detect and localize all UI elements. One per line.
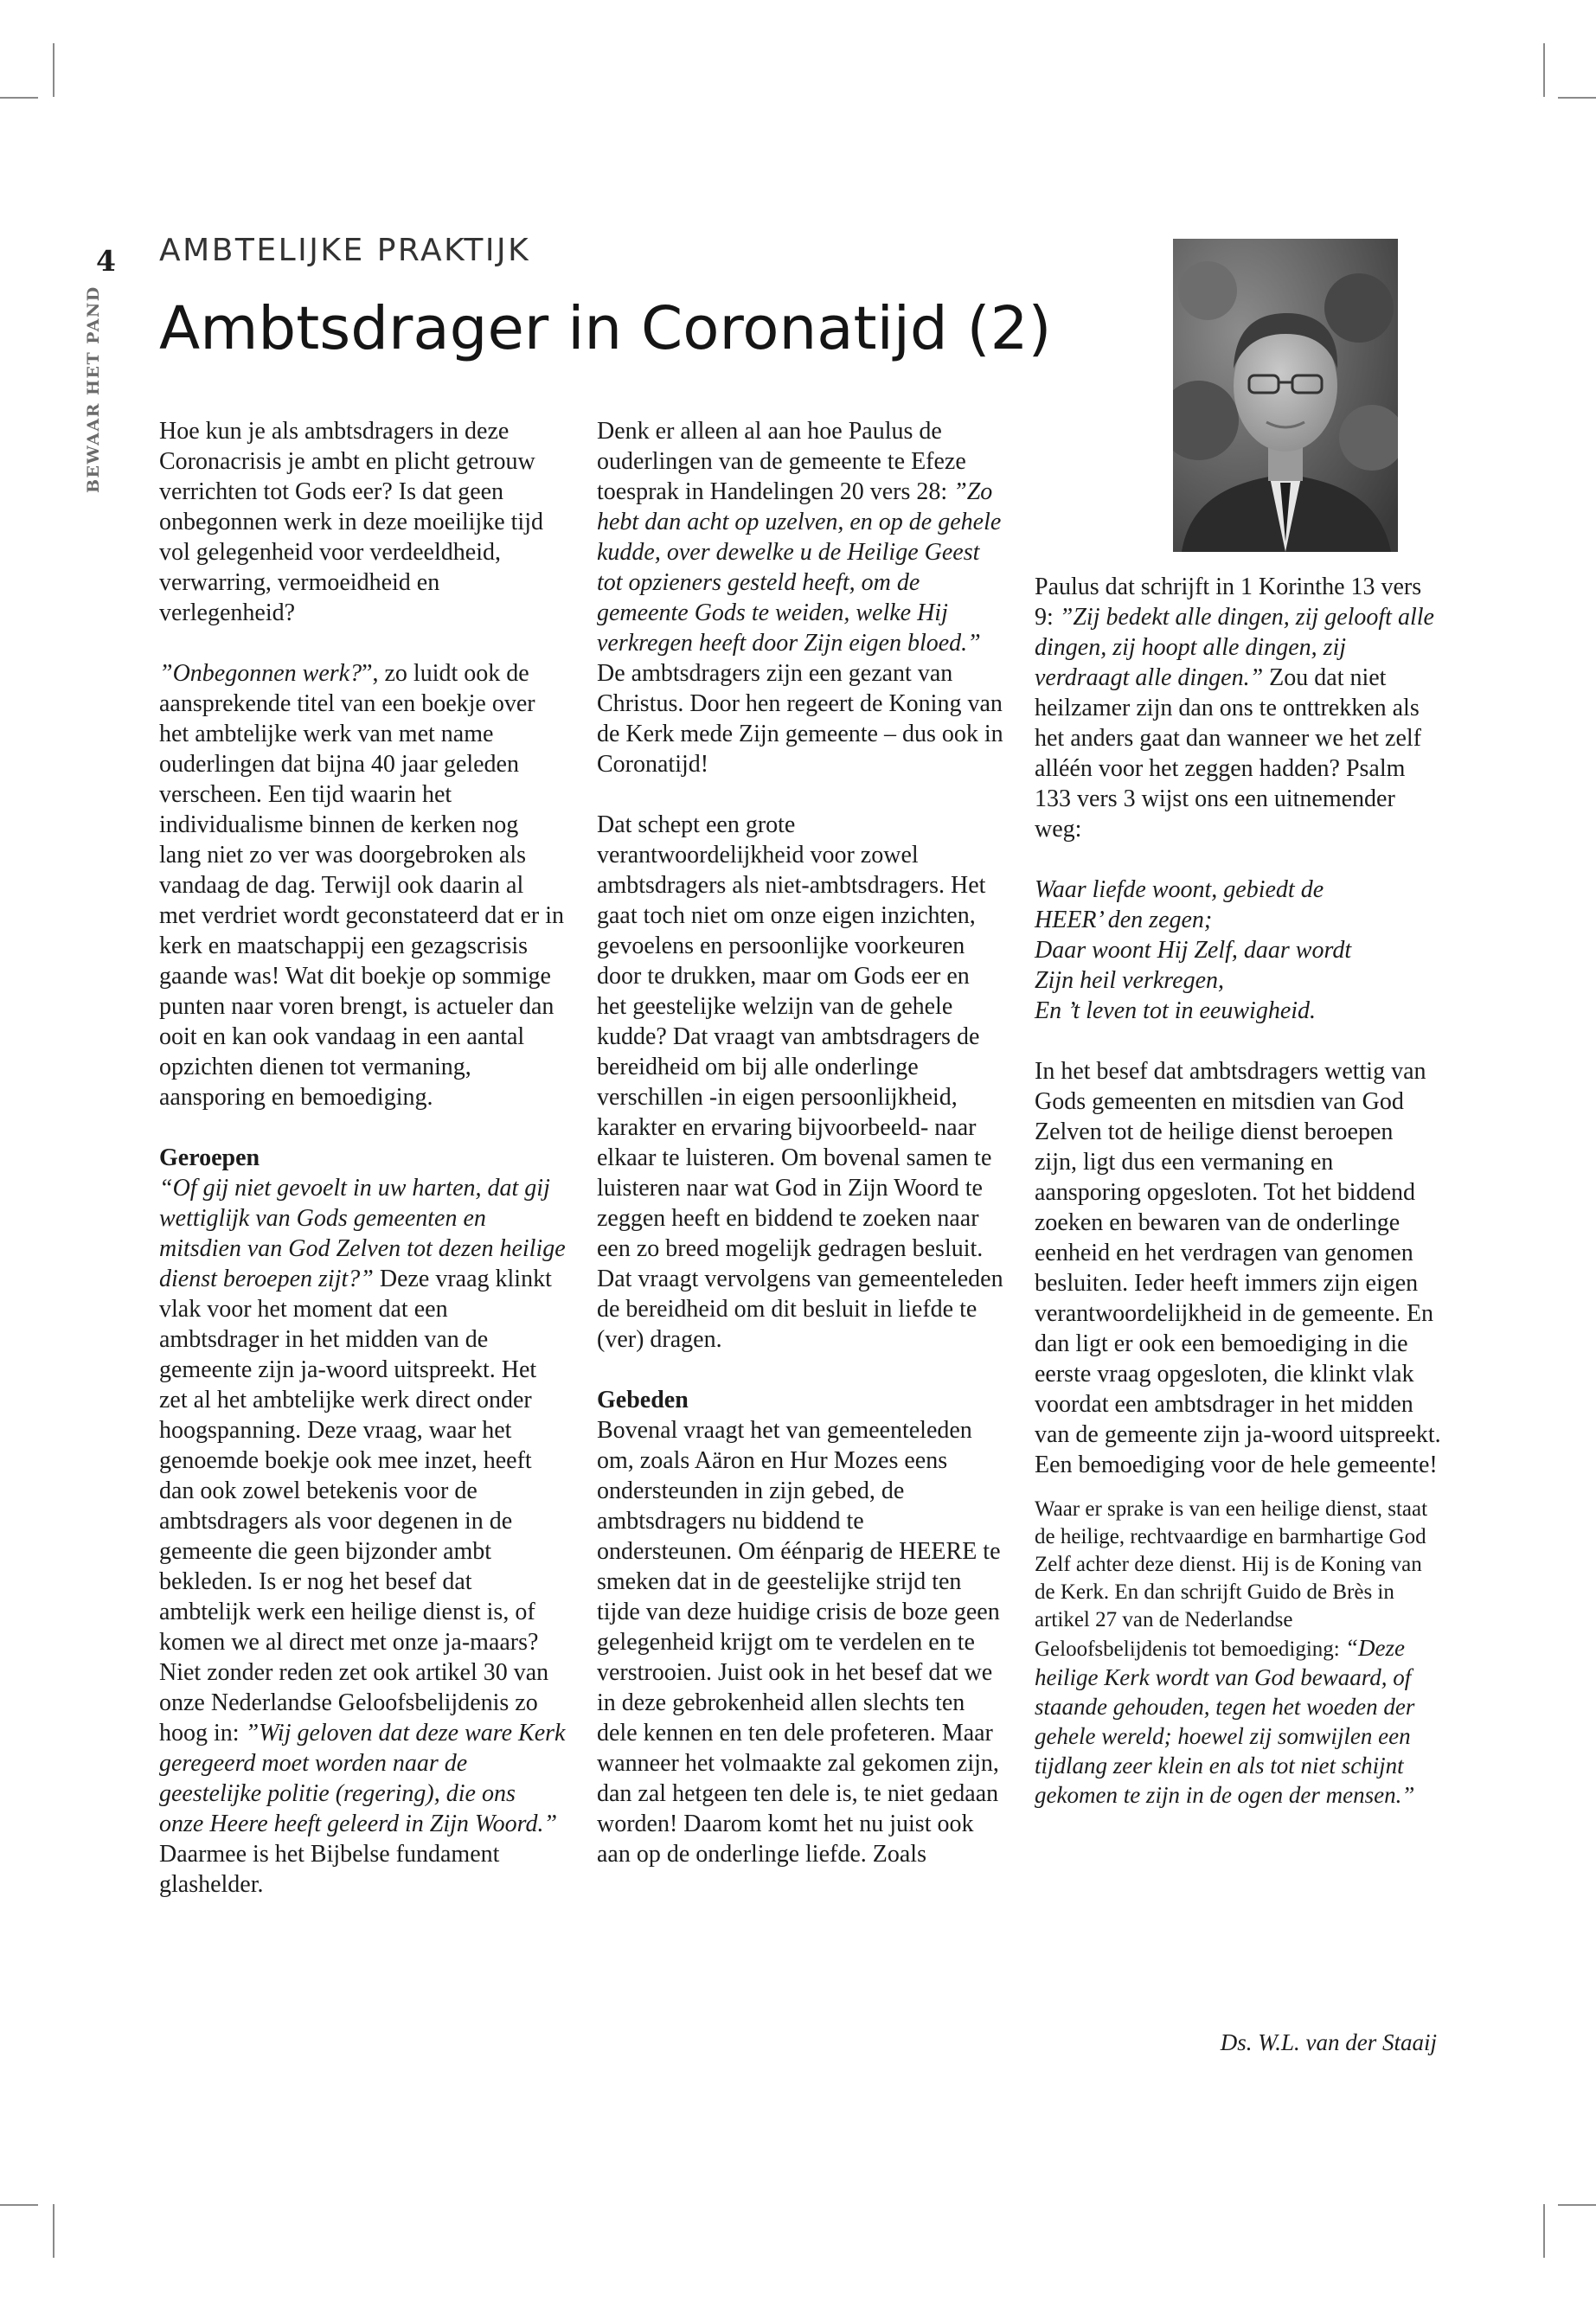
paragraph-text: Deze vraag klinkt vlak voor het moment dat een ambtsdrager in het midden van de gemeente zijn ja-woord uitspreekt. Het zet al het ambtelijke werk direct onder hoogspanning. Deze vraag, waar het genoemde boekje ook mee inzet, heeft dan ook zowel betekenis voor de ambtsdragers als voor degenen in de gemeente die geen bijzonder ambt bekleden. Is er nog het besef dat ambtelijk werk een heilige dienst is, of komen we al direct met onze ja-maars? — [159, 1266, 552, 1656]
psalm-verse — [1035, 875, 1441, 1026]
paragraph: Dat schept een grote verantwoordelijkheid voor zowel ambtsdragers als niet-ambtsdragers. Het gaat toch niet om onze eigen inzichten, gevoelens en persoonlijke voorkeuren door te drukken, maar om Gods eer en het geestelijke welzijn van de gehele kudde? Dat vraagt van ambtsdragers de bereidheid om bij alle onderlinge verschillen -in eigen persoonlijkheid, karakter en ervaring bijvoorbeeld- naar elkaar te luisteren. Om bovenal samen te luisteren naar wat God in Zijn Woord te zeggen heeft en biddend te zoeken naar een zo breed mogelijk gedragen besluit. Dat vraagt vervolgens van gemeenteleden de bereidheid om dit besluit in liefde te (ver) dragen. — [597, 811, 1003, 1353]
crop-mark — [0, 2204, 38, 2206]
paragraph-text: ”, zo luidt ook de aansprekende titel van een boekje over het ambtelijke werk van met name ouderlingen dat bijna 40 jaar geleden verscheen. Een tijd waarin het individualisme binnen de kerken nog lang niet zo ver was doorgebroken als vandaag de dag. Terwijl ook daarin al met verdriet wordt geconstateerd dat er in kerk en maatschappij een gezagscrisis gaande was! Wat dit boekje op sommige punten naar voren brengt, is actueler dan ooit en kan ook vandaag in een aantal opzichten dienen tot vermaning, aansporing en bemoediging. — [159, 660, 565, 1111]
quote: “Of gij niet gevoelt in uw harten, dat gij wettiglijk van Gods gemeenten en mitsdien van God Zelven tot dezen heilige dienst beroepen zijt?” — [159, 1175, 566, 1292]
article-title: Ambtsdrager in Coronatijd (2) — [159, 294, 1052, 363]
subheading-gebeden: Gebeden — [597, 1387, 689, 1413]
paragraph — [1035, 572, 1441, 844]
author-signature: Ds. W.L. van der Staaij — [1220, 2029, 1437, 2055]
paragraph — [159, 658, 566, 1112]
crop-mark — [0, 97, 38, 99]
quote: ”Wij geloven dat deze ware Kerk geregeerd moet worden naar de geestelijke politie (regering), die ons onze Heere heeft geleerd in Zijn Woord.” — [159, 1720, 566, 1837]
subheading-geroepen: Geroepen — [159, 1144, 260, 1171]
quote: ”Zij bedekt alle dingen, zij gelooft alle dingen, zij hoopt alle dingen, zij verdraagt alle dingen.” — [1035, 604, 1434, 691]
quote: ”Onbegonnen werk? — [159, 660, 362, 687]
paragraph-text: Niet zonder reden zet ook artikel 30 van onze Nederlandse Geloofsbelijdenis zo hoog in: — [159, 1659, 549, 1747]
verse-line: Waar liefde woont, gebiedt de — [1035, 876, 1324, 903]
quote: ”Zo hebt dan acht op uzelven, en op de gehele kudde, over dewelke u de Heilige Geest tot opzieners gesteld heeft, om de gemeente Gods te weiden, welke Hij verkregen heeft door Zijn eigen bloed.” — [597, 478, 1002, 657]
verse-line: HEER’ den zegen; — [1035, 907, 1213, 933]
crop-mark — [53, 2204, 54, 2258]
quote: “Deze heilige Kerk wordt van God bewaard, of staande gehouden, tegen het woeden der gehele wereld; hoewel zij somwijlen een tijdlang zeer klein en als tot niet schijnt gekomen te zijn in de ogen der mensen.” — [1035, 1635, 1415, 1808]
paragraph — [159, 1173, 566, 1657]
section-label: AMBTELIJKE PRAKTIJK — [159, 233, 531, 268]
crop-mark — [1543, 43, 1545, 97]
paragraph-text: Daarmee is het Bijbelse fundament glashelder. — [159, 1841, 500, 1898]
verse-line: Daar woont Hij Zelf, daar wordt — [1035, 937, 1352, 964]
crop-mark — [1543, 2204, 1545, 2258]
verse-line: En ’t leven tot in eeuwigheid. — [1035, 997, 1317, 1024]
crop-mark — [1558, 97, 1596, 99]
article-column-2 — [597, 416, 1003, 1869]
paragraph-text: De ambtsdragers zijn een gezant van Christus. Door hen regeert de Koning van de Kerk mede Zijn gemeente – dus ook in Coronatijd! — [597, 660, 1003, 778]
paragraph: Bovenal vraagt het van gemeenteleden om, zoals Aäron en Hur Mozes eens ondersteunden in zijn gebed, de ambtsdragers nu biddend te ondersteunen. Om éénparig de HEERE te smeken dat in de geestelijke strijd ten tijde van deze huidige crisis de boze geen gelegenheid krijgt om te verdelen en te verstrooien. Juist ook in het besef dat we in deze gebrokenheid allen slechts ten dele kennen en ten dele profeteren. Maar wanneer het volmaakte zal gekomen zijn, dan zal hetgeen ten dele is, te niet gedaan worden! Daarom komt het nu juist ook aan op de onderlinge liefde. Zoals — [597, 1417, 1001, 1868]
page-number: 4 — [96, 244, 116, 278]
verse-line: Zijn heil verkregen, — [1035, 967, 1225, 994]
paragraph: Hoe kun je als ambtsdragers in deze Coronacrisis je ambt en plicht getrouw verrichten tot Gods eer? Is dat geen onbegonnen werk in deze moeilijke tijd vol gelegenheid voor verdeeldheid, verwarring, vermoeidheid en verlegenheid? — [159, 418, 543, 626]
paragraph — [1035, 1496, 1441, 1811]
article-column-3 — [1035, 572, 1441, 1811]
crop-mark — [1558, 2204, 1596, 2206]
author-portrait-photo — [1173, 239, 1398, 552]
paragraph-text: Paulus dat schrijft in 1 Korinthe 13 vers 9: — [1035, 574, 1422, 631]
paragraph-text: Waar er sprake is van een heilige dienst, staat de heilige, rechtvaardige en barmhartige God Zelf achter deze dienst. Hij is de Koning van de Kerk. En dan schrijft Guido de Brès in artikel 27 van de Nederlandse Geloofsbelijdenis tot bemoediging: — [1035, 1497, 1428, 1661]
paragraph — [159, 1657, 566, 1900]
paragraph — [597, 416, 1003, 779]
paragraph-text: Zou dat niet heilzamer zijn dan ons te onttrekken als het anders gaat dan wanneer we het zelf alléén voor het zeggen hadden? Psalm 133 vers 3 wijst ons een uitnemender weg: — [1035, 664, 1421, 843]
paragraph-text: Denk er alleen al aan hoe Paulus de ouderlingen van de gemeente te Efeze toesprak in Handelingen 20 vers 28: — [597, 418, 966, 505]
crop-mark — [53, 43, 54, 97]
magazine-name: BEWAAR HET PAND — [84, 285, 103, 493]
paragraph: In het besef dat ambtsdragers wettig van Gods gemeenten en mitsdien van God Zelven tot de heilige dienst beroepen zijn, ligt dus een vermaning en aansporing opgesloten. Tot het biddend zoeken en bewaren van de onderlinge eenheid en het verdragen van genomen besluiten. Ieder heeft immers zijn eigen verantwoordelijkheid in de gemeente. En dan ligt er ook een bemoediging in die eerste vraag opgesloten, die klinkt vlak voordat een ambtsdrager in het midden van de gemeente zijn ja-woord uitspreekt. Een bemoediging voor de hele gemeente! — [1035, 1058, 1441, 1478]
article-column-1 — [159, 416, 566, 1900]
